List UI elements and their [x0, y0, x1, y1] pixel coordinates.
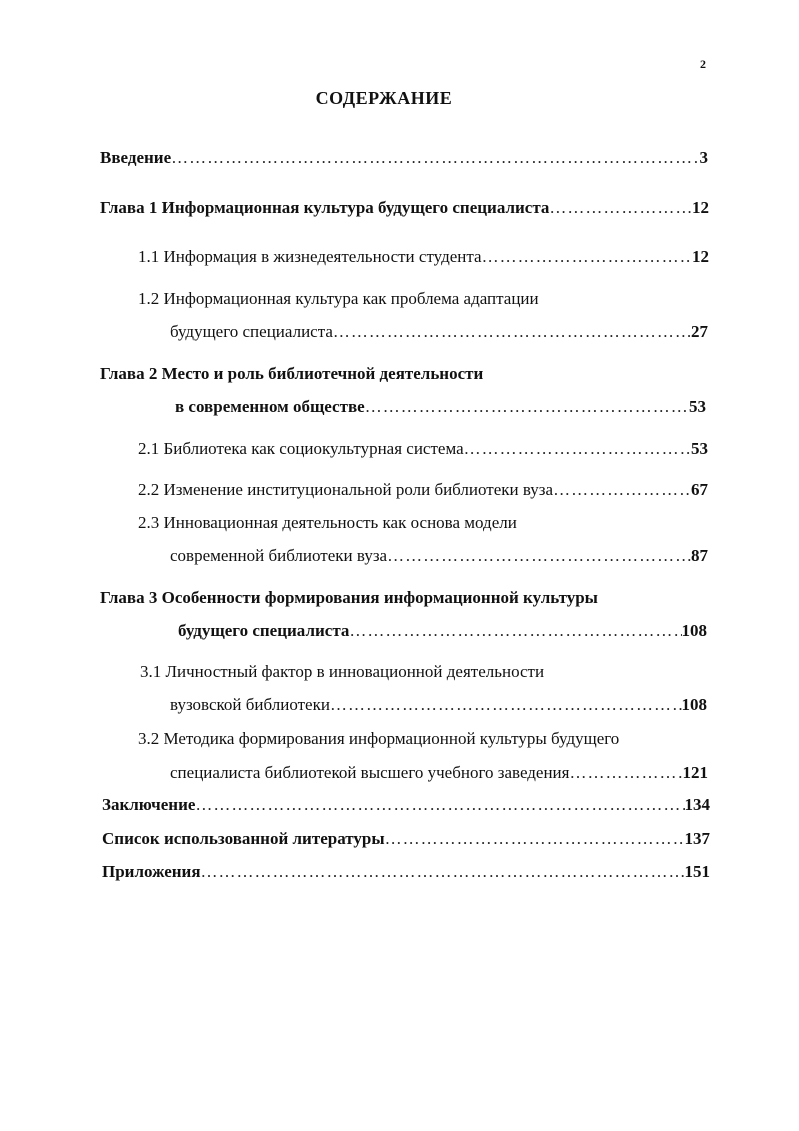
dot-leader	[201, 861, 685, 883]
toc-entry-introduction[interactable]	[100, 147, 708, 169]
dot-leader	[464, 438, 691, 460]
dot-leader	[195, 794, 684, 816]
toc-entry-page: 67	[691, 480, 708, 499]
toc-entry-label: в современном обществе	[175, 397, 365, 416]
toc-entry-page: 27	[691, 322, 708, 341]
toc-entry-section-2-2[interactable]	[138, 479, 708, 501]
toc-entry-chapter-1[interactable]	[100, 197, 709, 219]
toc-entry-label: Приложения	[102, 862, 201, 881]
dot-leader	[171, 147, 699, 169]
toc-entry-references[interactable]	[102, 828, 710, 850]
toc-entry-conclusion[interactable]	[102, 794, 710, 816]
toc-entry-page: 12	[692, 198, 709, 217]
toc-entry-chapter-2[interactable]	[175, 396, 706, 418]
toc-entry-page: 53	[691, 439, 708, 458]
toc-entry-section-1-2[interactable]	[170, 321, 708, 343]
toc-entry-page: 108	[681, 621, 707, 640]
toc-entry-page: 12	[692, 247, 709, 266]
toc-entry-section-1-2-line1: 1.2 Информационная культура как проблема адаптации	[138, 289, 539, 308]
toc-entry-label: Введение	[100, 148, 172, 167]
toc-entry-page: 108	[681, 695, 707, 714]
toc-entry-page: 134	[684, 795, 710, 814]
toc-entry-chapter-3-line1: Глава 3 Особенности формирования информационной культуры	[100, 588, 598, 607]
toc-entry-section-3-2[interactable]	[170, 762, 708, 784]
toc-entry-label: 1.1 Информация в жизнедеятельности студента	[138, 247, 482, 266]
dot-leader	[482, 246, 692, 268]
toc-entry-label: Заключение	[102, 795, 196, 814]
toc-entry-section-3-1[interactable]	[170, 694, 707, 716]
dot-leader	[333, 321, 691, 343]
dot-leader	[365, 396, 689, 418]
toc-entry-section-1-1[interactable]	[138, 246, 709, 268]
dot-leader	[330, 694, 682, 716]
toc-entry-page: 151	[684, 862, 710, 881]
toc-entry-label: Глава 1 Информационная культура будущего специалиста	[100, 198, 550, 217]
toc-entry-label: вузовской библиотеки	[170, 695, 330, 714]
toc-entry-section-2-1[interactable]	[138, 438, 708, 460]
toc-entry-page: 87	[691, 546, 708, 565]
page-number: 2	[700, 57, 706, 71]
toc-entry-label: Список использованной литературы	[102, 829, 385, 848]
toc-entry-section-3-1-line1: 3.1 Личностный фактор в инновационной деятельности	[140, 662, 545, 681]
toc-entry-label: будущего специалиста	[178, 621, 350, 640]
toc-entry-section-2-3-line1: 2.3 Инновационная деятельность как основа модели	[138, 513, 517, 532]
dot-leader	[553, 479, 691, 501]
toc-entry-chapter-2-line1: Глава 2 Место и роль библиотечной деятельности	[100, 364, 484, 383]
toc-entry-section-3-2-line1: 3.2 Методика формирования информационной культуры будущего	[138, 729, 620, 748]
toc-entry-label: современной библиотеки вуза	[170, 546, 388, 565]
toc-entry-label: 2.1 Библиотека как социокультурная система	[138, 439, 464, 458]
toc-entry-chapter-3[interactable]	[178, 620, 707, 642]
dot-leader	[349, 620, 681, 642]
toc-entry-section-2-3[interactable]	[170, 545, 708, 567]
toc-title: СОДЕРЖАНИЕ	[315, 88, 453, 108]
dot-leader	[387, 545, 691, 567]
toc-entry-appendix[interactable]	[102, 861, 710, 883]
toc-entry-page: 3	[699, 148, 708, 167]
toc-entry-label: специалиста библиотекой высшего учебного заведения	[170, 763, 570, 782]
toc-entry-page: 137	[684, 829, 710, 848]
dot-leader	[385, 828, 685, 850]
toc-entry-label: 2.2 Изменение институциональной роли библиотеки вуза	[138, 480, 554, 499]
dot-leader	[569, 762, 682, 784]
toc-entry-page: 53	[689, 397, 706, 416]
dot-leader	[549, 197, 692, 219]
toc-entry-page: 121	[682, 763, 708, 782]
toc-entry-label: будущего специалиста	[170, 322, 333, 341]
